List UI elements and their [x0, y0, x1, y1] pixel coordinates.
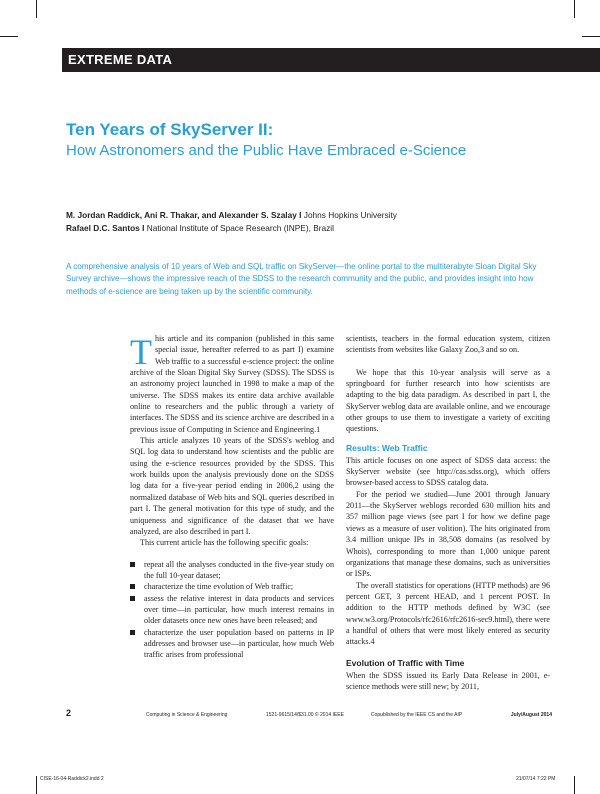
body-column-left: [130, 333, 334, 661]
abstract: A comprehensive analysis of 10 years of Web and SQL traffic on SkyServer—the online portal to the multiterabyte Sloan Digital Sky Survey archive—shows the impressive reach of the SDSS to the research community and the public, and provides insight into how methods of e-science are being taken up by the scientific community.: [66, 262, 537, 296]
crop-mark: [0, 36, 18, 37]
crop-mark: [36, 0, 37, 18]
crop-mark: [574, 0, 575, 18]
list-item: [130, 627, 334, 661]
journal-name: Computing in Science & Engineering: [146, 712, 228, 718]
paragraph-text: his article and its companion (published in this same special issue, hereafter referred to as part I) examine Web traffic to a successful e-science project: the online archive of the Sloan Digital Sky Survey (SDSS). The SDSS is an astronomy project launched in 1998 to make a map of the universe. The SDSS makes its entire data archive available online to researchers and the public through a variety of interfaces. The SDSS and its science archive are described in a previous issue of Computing in Science and Engineering.1: [130, 334, 334, 434]
crop-mark: [582, 36, 600, 37]
bullet-icon: [130, 630, 135, 635]
section-heading: Results: Web Traffic: [346, 442, 428, 453]
list-item: [130, 593, 334, 627]
author-affiliation: Johns Hopkins University: [303, 210, 397, 220]
paragraph: This article analyzes 10 years of the SDSS's weblog and SQL log data to understand how scientists and the public are using the e-science resources provided by the SDSS. This work builds upon the analysis previously done on the SDSS log data for a five-year period ending in 2006,2 using the normalized database of Web hits and SQL queries described in part I. The general motivation for this type of study, and the uniqueness and significance of the dataset that we have analyzed, are also described in part I.: [130, 436, 334, 536]
separator: I: [142, 223, 147, 233]
list-item-text: characterize the time evolution of Web traffic;: [144, 582, 294, 592]
publisher-note: Copublished by the IEEE CS and the AIP: [371, 712, 463, 718]
paragraph: We hope that this 10-year analysis will serve as a springboard for further research into how scientists are adapting to the big data paradigm. As described in part I, the SkyServer weblog data are available online, and we encourage other groups to use them to investigate a variety of exciting questions.: [346, 367, 550, 434]
print-slug-file: CISE-16-04-Raddick2.indd 2: [40, 776, 104, 782]
issue-date: July/August 2014: [510, 712, 552, 718]
author-block: [66, 209, 397, 235]
paragraph: scientists, teachers in the formal education system, citizen scientists from websites like Galaxy Zoo,3 and so on.: [346, 334, 550, 355]
author-affiliation: National Institute of Space Research (INPE), Brazil: [146, 223, 334, 233]
section-header-bar: [62, 48, 600, 72]
paragraph: [130, 333, 334, 435]
section-label: EXTREME DATA: [68, 52, 173, 67]
bullet-icon: [130, 562, 135, 567]
paragraph: This article focuses on one aspect of SDSS data access: the SkyServer website (see http://cas.sdss.org), which offers browser-based access to SDSS catalog data.: [346, 455, 550, 488]
print-slug-timestamp: 21/07/14 7:22 PM: [516, 776, 556, 782]
article-title: Ten Years of SkyServer II:: [66, 120, 274, 139]
paragraph: This current article has the following specific goals:: [140, 538, 309, 548]
crop-mark: [36, 776, 37, 794]
crop-mark: [574, 776, 575, 794]
bullet-icon: [130, 596, 135, 601]
author-line: [66, 222, 397, 235]
page-number: 2: [66, 708, 72, 718]
bullet-icon: [130, 584, 135, 589]
goals-list: [130, 559, 334, 661]
body-column-right: [346, 333, 550, 692]
paragraph: For the period we studied—June 2001 through January 2011—the SkyServer weblogs recorded 630 million hits and 357 million page views (see part I for how we define page views as a measure of user volition). The hits originated from 3.4 million unique IPs in 38,508 domains (as resolved by Whois), corresponding to more than 1,000 unique parent organizations that manage these domains, such as universities or ISPs.: [346, 489, 550, 579]
separator: I: [299, 210, 304, 220]
list-item: [130, 581, 334, 592]
list-item: [130, 559, 334, 582]
subsection-heading: Evolution of Traffic with Time: [346, 657, 465, 668]
page-footer: [66, 710, 552, 722]
article-subtitle: How Astronomers and the Public Have Embraced e-Science: [66, 142, 467, 159]
list-item-text: characterize the user population based on patterns in IP addresses and browser use—in particular, how much Web traffic arises from professional: [144, 627, 334, 660]
author-line: [66, 209, 397, 222]
author-names: Rafael D.C. Santos: [66, 223, 140, 233]
author-names: M. Jordan Raddick, Ani R. Thakar, and Alexander S. Szalay: [66, 210, 297, 220]
issn-copyright: 1521-9615/14/$31.00 © 2014 IEEE: [266, 712, 344, 718]
list-item-text: repeat all the analyses conducted in the five-year study on the full 10-year dataset;: [144, 559, 334, 580]
drop-cap: T: [130, 332, 152, 372]
paragraph: The overall statistics for operations (HTTP methods) are 96 percent GET, 3 percent HEAD, and 1 percent POST. In addition to the HTTP methods defined by W3C (see www.w3.org/Protocols/rfc2616/rfc2616-sec9.html), there were a handful of others that were most likely entered as security attacks.4: [346, 580, 550, 647]
paragraph: When the SDSS issued its Early Data Release in 2001, e-science methods were still new; by 2011,: [346, 670, 550, 691]
list-item-text: assess the relative interest in data products and services over time—in particular, how much interest remains in older datasets once new ones have been released; and: [144, 593, 334, 626]
